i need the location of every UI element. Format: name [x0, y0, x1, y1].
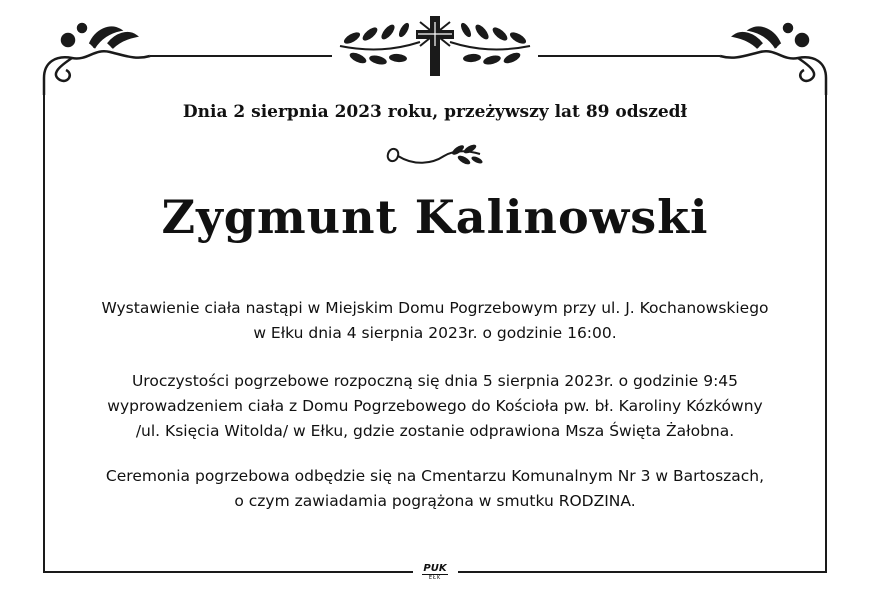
- leaf-divider-icon: [380, 140, 490, 174]
- frame-bottom-border-left: [43, 571, 413, 573]
- text-line: /ul. Księcia Witolda/ w Ełku, gdzie zostanie odprawiona Msza Święta Żałobna.: [135, 422, 735, 440]
- corner-flourish-left-icon: [44, 24, 150, 95]
- text-line: Ceremonia pogrzebowa odbędzie się na Cmentarzu Komunalnym Nr 3 w Bartoszach,: [105, 467, 765, 485]
- paragraph-ceremony: [50, 369, 820, 444]
- text-line: o czym zawiadamia pogrążona w smutku RODZINA.: [234, 492, 636, 510]
- olive-branch-left-icon: [340, 21, 420, 66]
- logo-subtext: EŁK: [422, 574, 448, 581]
- frame-bottom-border-right: [458, 571, 827, 573]
- puk-logo: [416, 563, 454, 585]
- paragraph-viewing: [50, 296, 820, 346]
- cross-icon: [416, 16, 454, 76]
- top-ornament: [0, 0, 870, 100]
- corner-flourish-right-icon: [720, 24, 826, 95]
- frame-right-border: [825, 94, 827, 572]
- logo-text: PUK: [423, 563, 447, 574]
- paragraph-burial: [50, 464, 820, 514]
- text-line: w Ełku dnia 4 sierpnia 2023r. o godzinie 16:00.: [253, 324, 617, 342]
- text-line: Wystawienie ciała nastąpi w Miejskim Domu Pogrzebowym przy ul. J. Kochanowskiego: [101, 299, 769, 317]
- text-line: Uroczystości pogrzebowe rozpoczną się dnia 5 sierpnia 2023r. o godzinie 9:45: [131, 372, 739, 390]
- text-line: wyprowadzeniem ciała z Domu Pogrzebowego do Kościoła pw. bł. Karoliny Kózkówny: [107, 397, 763, 415]
- frame-left-border: [43, 94, 45, 572]
- olive-branch-right-icon: [450, 21, 530, 66]
- deceased-name: Zygmunt Kalinowski: [161, 190, 709, 244]
- death-announcement-heading: Dnia 2 sierpnia 2023 roku, przeżywszy lat 89 odszedł: [182, 102, 688, 122]
